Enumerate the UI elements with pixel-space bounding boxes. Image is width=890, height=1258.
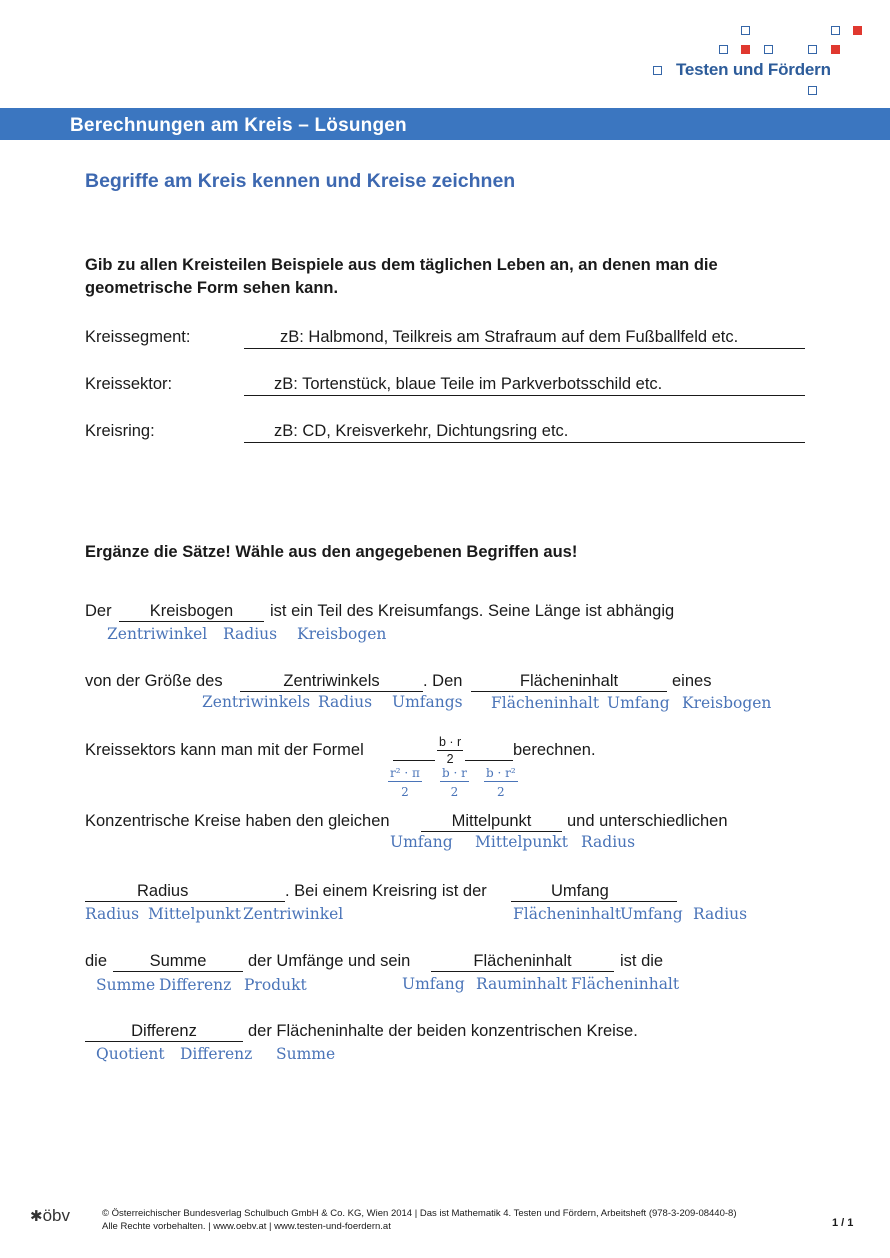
page-number: 1 / 1 bbox=[832, 1217, 854, 1229]
s6-option: Summe bbox=[96, 976, 156, 994]
s2-option: Zentriwinkels bbox=[202, 693, 311, 711]
s3-option-fraction bbox=[484, 766, 518, 799]
s7-option: Differenz bbox=[180, 1045, 253, 1063]
s6-pre: die bbox=[85, 952, 108, 970]
fraction-numerator: b · r² bbox=[486, 766, 516, 780]
s3-option-fraction bbox=[440, 766, 469, 799]
section-subtitle: Begriffe am Kreis kennen und Kreise zeichnen bbox=[85, 170, 516, 192]
logo-square bbox=[853, 26, 862, 35]
obv-star-icon: ✱ bbox=[30, 1208, 43, 1225]
s2-mid: . Den bbox=[423, 672, 463, 690]
s2-option: Flächeninhalt bbox=[491, 694, 600, 712]
s4-pre: Konzentrische Kreise haben den gleichen bbox=[85, 812, 390, 830]
fraction-numerator: b · r bbox=[442, 766, 467, 780]
s2-option: Umfangs bbox=[392, 693, 463, 711]
s2-option: Kreisbogen bbox=[682, 694, 772, 712]
publisher-logo bbox=[30, 1206, 70, 1226]
s6-option: Rauminhalt bbox=[476, 975, 568, 993]
publisher-logo-text: öbv bbox=[42, 1206, 70, 1225]
s4-answer: Mittelpunkt bbox=[421, 812, 562, 832]
s5-option: Umfang bbox=[620, 905, 683, 923]
s1-option: Kreisbogen bbox=[297, 625, 387, 643]
brand-name: Testen und Fördern bbox=[676, 60, 831, 79]
s1-option: Radius bbox=[223, 625, 278, 643]
row-label-kreissegment: Kreissegment: bbox=[85, 328, 191, 346]
logo-square bbox=[719, 45, 728, 54]
task1-instruction bbox=[85, 254, 718, 300]
fraction-numerator: b · r bbox=[439, 735, 462, 749]
row-label-kreisring: Kreisring: bbox=[85, 422, 155, 440]
answer-text: zB: Halbmond, Teilkreis am Strafraum auf dem Fußballfeld etc. bbox=[280, 328, 739, 346]
answer-text: zB: CD, Kreisverkehr, Dichtungsring etc. bbox=[274, 422, 569, 440]
s2-answer1: Zentriwinkels bbox=[240, 672, 423, 692]
s7-post: der Flächeninhalte der beiden konzentrischen Kreise. bbox=[248, 1022, 638, 1040]
s7-answer: Differenz bbox=[85, 1022, 243, 1042]
s1-option: Zentriwinkel bbox=[107, 625, 208, 643]
answer-kreissektor bbox=[244, 375, 805, 396]
s6-option: Produkt bbox=[244, 976, 307, 994]
s5-answer2 bbox=[511, 882, 677, 902]
s3-pre: Kreissektors kann man mit der Formel bbox=[85, 741, 364, 759]
s4-option: Mittelpunkt bbox=[475, 833, 568, 851]
s6-option: Umfang bbox=[402, 975, 465, 993]
footer-text bbox=[102, 1208, 737, 1233]
s1-answer: Kreisbogen bbox=[119, 602, 264, 622]
footer-line1: © Österreichischer Bundesverlag Schulbuch GmbH & Co. KG, Wien 2014 | Das ist Mathematik 4. Testen und Fördern, Arbeitsheft (978-3-209-08440-8) bbox=[102, 1208, 737, 1219]
logo-square bbox=[831, 26, 840, 35]
fraction-denominator: 2 bbox=[497, 785, 505, 799]
row-label-kreissektor: Kreissektor: bbox=[85, 375, 173, 393]
answer-kreisring bbox=[244, 422, 805, 443]
s4-option: Radius bbox=[581, 833, 636, 851]
s5-option: Radius bbox=[85, 905, 140, 923]
s6-option: Flächeninhalt bbox=[571, 975, 680, 993]
fraction-denominator: 2 bbox=[401, 785, 409, 799]
s7-option: Quotient bbox=[96, 1045, 165, 1063]
s3-post: berechnen. bbox=[513, 741, 596, 759]
s1-post: ist ein Teil des Kreisumfangs. Seine Länge ist abhängig bbox=[270, 602, 675, 620]
s6-mid: der Umfänge und sein bbox=[248, 952, 411, 970]
task2-instruction: Ergänze die Sätze! Wähle aus den angegebenen Begriffen aus! bbox=[85, 543, 578, 561]
s5-mid: . Bei einem Kreisring ist der bbox=[285, 882, 487, 900]
s2-option: Umfang bbox=[607, 694, 670, 712]
s1-pre: Der bbox=[85, 602, 112, 620]
logo-square bbox=[764, 45, 773, 54]
answer-kreissegment bbox=[244, 328, 805, 349]
logo-square bbox=[808, 86, 817, 95]
s4-option: Umfang bbox=[390, 833, 453, 851]
page-title: Berechnungen am Kreis – Lösungen bbox=[70, 115, 407, 136]
logo-square bbox=[741, 45, 750, 54]
s6-answer1: Summe bbox=[113, 952, 243, 972]
s5-option: Radius bbox=[693, 905, 748, 923]
task1-instruction-line1: Gib zu allen Kreisteilen Beispiele aus dem täglichen Leben an, an denen man die bbox=[85, 256, 718, 274]
answer-text: zB: Tortenstück, blaue Teile im Parkverbotsschild etc. bbox=[274, 375, 663, 393]
s2-option: Radius bbox=[318, 693, 373, 711]
fraction-denominator: 2 bbox=[450, 785, 459, 799]
s2-answer2: Flächeninhalt bbox=[471, 672, 667, 692]
s5-option: Mittelpunkt bbox=[148, 905, 241, 923]
s3-option-fraction bbox=[388, 766, 422, 799]
s6-option: Differenz bbox=[159, 976, 232, 994]
s7-option: Summe bbox=[276, 1045, 336, 1063]
task1-instruction-line2: geometrische Form sehen kann. bbox=[85, 279, 339, 297]
s5-option: Flächeninhalt bbox=[513, 905, 622, 923]
answer-text: Radius bbox=[137, 882, 189, 900]
s2-post: eines bbox=[672, 672, 712, 690]
logo-square bbox=[741, 26, 750, 35]
s2-pre: von der Größe des bbox=[85, 672, 223, 690]
fraction-denominator: 2 bbox=[446, 752, 454, 766]
logo-square bbox=[831, 45, 840, 54]
footer-line2: Alle Rechte vorbehalten. | www.oebv.at | www.testen-und-foerdern.at bbox=[102, 1220, 391, 1232]
s6-answer2: Flächeninhalt bbox=[431, 952, 614, 972]
fraction-numerator: r² · π bbox=[390, 766, 420, 780]
logo-square bbox=[653, 66, 662, 75]
logo-square bbox=[808, 45, 817, 54]
answer-text: Umfang bbox=[551, 882, 609, 900]
s5-answer1 bbox=[85, 882, 285, 902]
s3-answer-fraction bbox=[435, 735, 465, 766]
s6-post: ist die bbox=[620, 952, 664, 970]
s5-option: Zentriwinkel bbox=[243, 905, 344, 923]
s4-post: und unterschiedlichen bbox=[567, 812, 728, 830]
